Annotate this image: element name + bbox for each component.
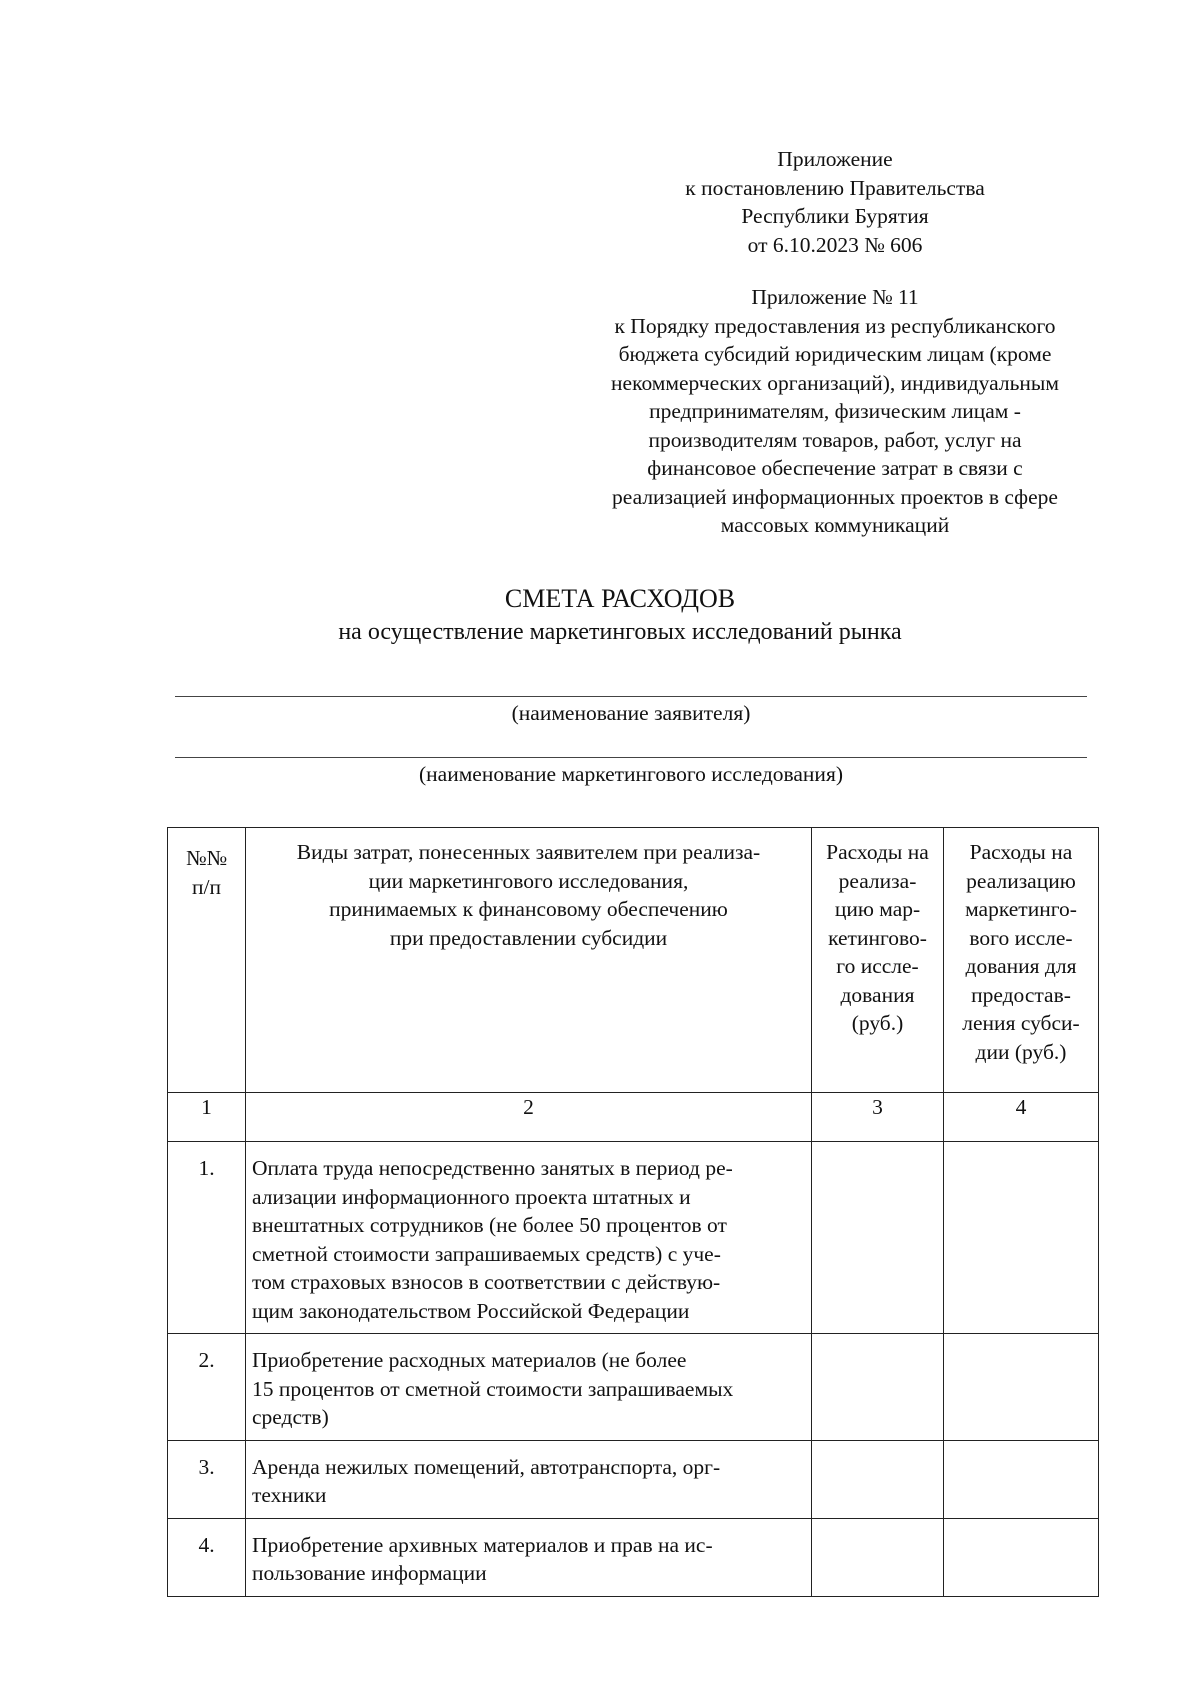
- annex-line: реализацией информационных проектов в сфере: [612, 484, 1058, 509]
- header-line: №№: [185, 846, 228, 870]
- header-line: п/п: [192, 874, 221, 899]
- annex-to-resolution: [560, 145, 1110, 259]
- research-expenses-cell[interactable]: [812, 1142, 944, 1334]
- row-description: [246, 1142, 812, 1334]
- header-line: предостав-: [971, 982, 1071, 1007]
- table-header-row: [168, 828, 1099, 1093]
- subsidy-expenses-cell[interactable]: [944, 1440, 1099, 1518]
- row-number: 4.: [168, 1518, 246, 1596]
- header-line: маркетинго-: [965, 897, 1077, 921]
- column-number: 2: [246, 1093, 812, 1142]
- subsidy-expenses-cell[interactable]: [944, 1142, 1099, 1334]
- header-line: Расходы на: [969, 840, 1073, 864]
- header-line: кетингово-: [828, 925, 927, 950]
- column-number: 1: [168, 1093, 246, 1142]
- row-number: 2.: [168, 1334, 246, 1441]
- description-line: щим законодательством Российской Федерации: [252, 1298, 690, 1323]
- annex-line: к Порядку предоставления из республиканского: [614, 313, 1056, 338]
- applicant-name-caption: (наименование заявителя): [511, 701, 751, 725]
- document-title: СМЕТА РАСХОДОВ: [504, 584, 736, 613]
- header-line: ления субси-: [962, 1011, 1080, 1035]
- annex-line: финансовое обеспечение затрат в связи с: [647, 456, 1023, 480]
- header-number: [168, 828, 246, 1093]
- column-number: 3: [812, 1093, 944, 1142]
- description-line: техники: [252, 1483, 327, 1507]
- table-row: [168, 1142, 1099, 1334]
- header-subsidy-expenses: [944, 828, 1099, 1093]
- description-line: средств): [252, 1405, 329, 1429]
- header-line: реализа-: [838, 868, 917, 893]
- research-name-caption: (наименование маркетингового исследования): [418, 762, 843, 786]
- header-line: Виды затрат, понесенных заявителем при реализа-: [296, 840, 761, 864]
- annex-line: Приложение № 11: [751, 285, 919, 309]
- annex-line: к постановлению Правительства: [685, 175, 985, 200]
- description-line: 15 процентов от сметной стоимости запрашиваемых: [252, 1376, 734, 1401]
- subsidy-expenses-cell[interactable]: [944, 1518, 1099, 1596]
- header-line: вого иссле-: [969, 925, 1073, 950]
- description-line: пользование информации: [252, 1561, 487, 1585]
- expense-estimate-table: [167, 827, 1099, 1597]
- header-line: дования: [840, 982, 915, 1007]
- annex-line: некоммерческих организаций), индивидуальным: [611, 370, 1059, 395]
- row-number: 1.: [168, 1142, 246, 1334]
- header-line: принимаемых к финансовому обеспечению: [329, 897, 728, 921]
- column-number-row: [168, 1093, 1099, 1142]
- research-expenses-cell[interactable]: [812, 1440, 944, 1518]
- description-line: Приобретение расходных материалов (не более: [252, 1348, 687, 1372]
- table-row: [168, 1440, 1099, 1518]
- annex-line: производителям товаров, работ, услуг на: [648, 427, 1022, 452]
- header-line: цию мар-: [834, 897, 921, 921]
- annex-line: бюджета субсидий юридическим лицам (кроме: [618, 342, 1052, 366]
- annex-line: Приложение: [777, 147, 893, 171]
- header-research-expenses: [812, 828, 944, 1093]
- research-expenses-cell[interactable]: [812, 1334, 944, 1441]
- document-subtitle: на осуществление маркетинговых исследований рынка: [338, 619, 902, 645]
- header-line: (руб.): [851, 1011, 904, 1035]
- description-line: Приобретение архивных материалов и прав на ис-: [252, 1532, 713, 1557]
- table-row: [168, 1518, 1099, 1596]
- description-line: Оплата труда непосредственно занятых в период ре-: [252, 1156, 733, 1180]
- subsidy-expenses-cell[interactable]: [944, 1334, 1099, 1441]
- table-row: [168, 1334, 1099, 1441]
- research-name-line[interactable]: [175, 757, 1087, 758]
- annex-to-order: [560, 283, 1110, 540]
- description-line: ализации информационного проекта штатных и: [252, 1184, 691, 1209]
- annex-line: предпринимателям, физическим лицам -: [649, 399, 1021, 423]
- annex-line: массовых коммуникаций: [720, 513, 950, 537]
- row-description: [246, 1334, 812, 1441]
- column-number: 4: [944, 1093, 1099, 1142]
- header-line: Расходы на: [826, 840, 929, 864]
- description-line: том страховых взносов в соответствии с действую-: [252, 1270, 721, 1294]
- header-line: ции маркетингового исследования,: [368, 868, 689, 893]
- header-line: при предоставлении субсидии: [389, 925, 668, 950]
- header-line: го иссле-: [836, 954, 919, 978]
- header-cost-types: [246, 828, 812, 1093]
- header-line: дии (руб.): [975, 1039, 1067, 1064]
- annex-line: от 6.10.2023 № 606: [747, 232, 923, 257]
- annex-line: Республики Бурятия: [741, 204, 929, 228]
- description-line: внештатных сотрудников (не более 50 процентов от: [252, 1213, 727, 1237]
- row-description: [246, 1518, 812, 1596]
- applicant-name-line[interactable]: [175, 696, 1087, 697]
- header-line: реализацию: [966, 868, 1076, 893]
- description-line: сметной стоимости запрашиваемых средств) с уче-: [252, 1241, 721, 1266]
- row-number: 3.: [168, 1440, 246, 1518]
- header-line: дования для: [965, 954, 1077, 978]
- description-line: Аренда нежилых помещений, автотранспорта, орг-: [252, 1454, 721, 1479]
- row-description: [246, 1440, 812, 1518]
- research-expenses-cell[interactable]: [812, 1518, 944, 1596]
